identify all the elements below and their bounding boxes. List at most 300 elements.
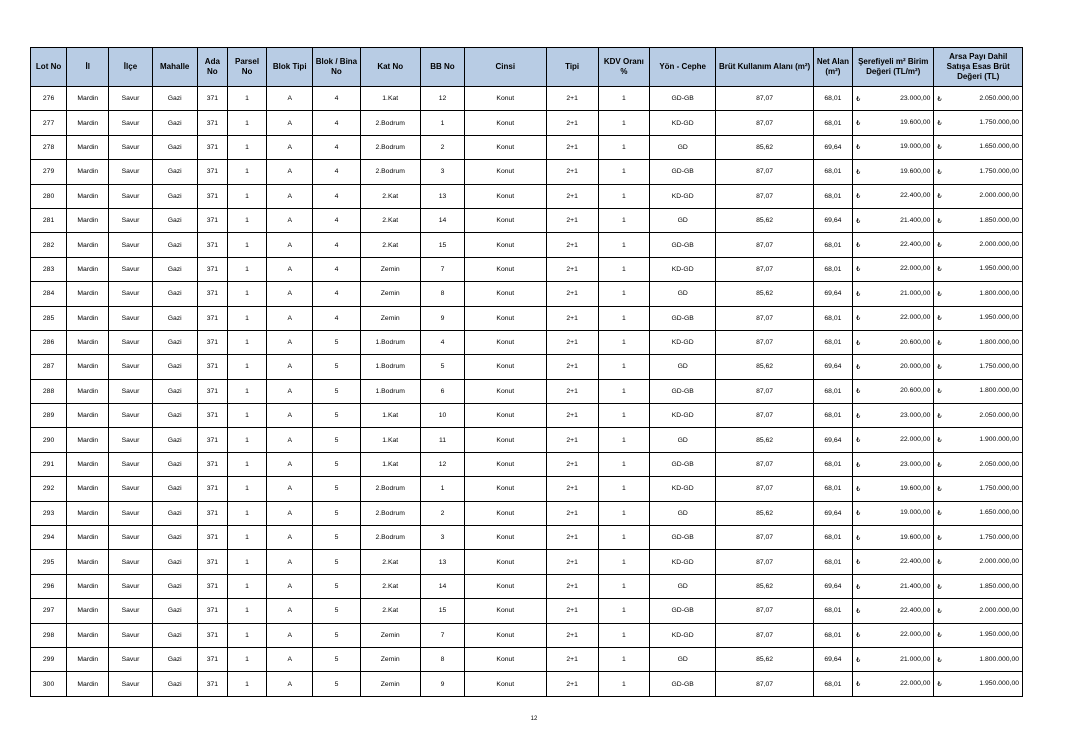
currency-symbol: ₺: [856, 168, 861, 176]
cell-arsa: [934, 306, 1023, 330]
cell-kdv: 1: [598, 111, 649, 135]
cell-brut: 87,07: [716, 672, 813, 696]
cell-value: 20.000,00: [900, 362, 931, 370]
cell-arsa: [934, 282, 1023, 306]
header-blok-tipi: Blok Tipi: [267, 48, 313, 87]
cell-cinsi: Konut: [465, 623, 546, 647]
cell-value: 22.000,00: [900, 631, 931, 639]
cell-serefiye: [853, 135, 934, 159]
cell-kat: 2.Kat: [360, 208, 420, 232]
table-row: [31, 599, 1023, 623]
cell-ilce: Savur: [109, 135, 152, 159]
cell-mahalle: Gazi: [152, 184, 197, 208]
cell-brut: 87,07: [716, 623, 813, 647]
cell-value: 19.600,00: [900, 484, 931, 492]
cell-cinsi: Konut: [465, 526, 546, 550]
cell-parsel: 1: [227, 501, 266, 525]
cell-value: 21.000,00: [900, 289, 931, 297]
cell-cinsi: Konut: [465, 574, 546, 598]
cell-arsa: [934, 623, 1023, 647]
table-row: [31, 233, 1023, 257]
cell-yon: GD: [650, 135, 716, 159]
cell-kat: Zemin: [360, 306, 420, 330]
cell-bb: 13: [420, 184, 464, 208]
cell-ada: 371: [197, 111, 227, 135]
cell-blok-tipi: A: [267, 501, 313, 525]
cell-parsel: 1: [227, 330, 266, 354]
cell-ilce: Savur: [109, 428, 152, 452]
header-net-alan: Net Alan (m²): [813, 48, 852, 87]
cell-value: 1.950.000,00: [979, 680, 1019, 688]
cell-arsa: [934, 330, 1023, 354]
cell-blok-no: 5: [313, 623, 360, 647]
cell-yon: KD-GD: [650, 623, 716, 647]
cell-blok-tipi: A: [267, 330, 313, 354]
cell-parsel: 1: [227, 477, 266, 501]
cell-value: 19.600,00: [900, 119, 931, 127]
cell-tipi: 2+1: [546, 428, 598, 452]
cell-kdv: 1: [598, 160, 649, 184]
cell-value: 2.000.000,00: [979, 558, 1019, 566]
cell-kat: 1.Bodrum: [360, 330, 420, 354]
cell-ada: 371: [197, 306, 227, 330]
cell-tipi: 2+1: [546, 550, 598, 574]
cell-parsel: 1: [227, 233, 266, 257]
cell-yon: GD-GB: [650, 233, 716, 257]
cell-kdv: 1: [598, 330, 649, 354]
cell-net: 69,64: [813, 428, 852, 452]
cell-ilce: Savur: [109, 379, 152, 403]
cell-blok-no: 4: [313, 111, 360, 135]
cell-parsel: 1: [227, 160, 266, 184]
cell-cinsi: Konut: [465, 379, 546, 403]
cell-blok-tipi: A: [267, 477, 313, 501]
cell-tipi: 2+1: [546, 111, 598, 135]
currency-symbol: ₺: [937, 534, 942, 542]
cell-lot: 300: [31, 672, 67, 696]
cell-tipi: 2+1: [546, 501, 598, 525]
cell-brut: 85,62: [716, 428, 813, 452]
cell-blok-tipi: A: [267, 428, 313, 452]
currency-symbol: ₺: [937, 437, 942, 445]
cell-yon: GD-GB: [650, 599, 716, 623]
cell-value: 2.050.000,00: [979, 460, 1019, 468]
cell-ada: 371: [197, 477, 227, 501]
cell-mahalle: Gazi: [152, 647, 197, 671]
cell-il: Mardin: [67, 599, 109, 623]
cell-brut: 87,07: [716, 160, 813, 184]
cell-bb: 12: [420, 87, 464, 111]
cell-kat: 2.Bodrum: [360, 111, 420, 135]
cell-kat: Zemin: [360, 647, 420, 671]
header-serefiye-birim-degeri: Şerefiyeli m² Birim Değeri (TL/m²): [853, 48, 934, 87]
cell-ada: 371: [197, 428, 227, 452]
cell-blok-no: 5: [313, 574, 360, 598]
cell-parsel: 1: [227, 379, 266, 403]
currency-symbol: ₺: [937, 632, 942, 640]
currency-symbol: ₺: [856, 217, 861, 225]
cell-yon: KD-GD: [650, 111, 716, 135]
cell-net: 68,01: [813, 623, 852, 647]
cell-yon: KD-GD: [650, 257, 716, 281]
table-row: [31, 160, 1023, 184]
cell-blok-tipi: A: [267, 208, 313, 232]
cell-blok-tipi: A: [267, 672, 313, 696]
cell-ada: 371: [197, 501, 227, 525]
cell-kdv: 1: [598, 184, 649, 208]
cell-blok-no: 5: [313, 404, 360, 428]
cell-mahalle: Gazi: [152, 282, 197, 306]
cell-tipi: 2+1: [546, 257, 598, 281]
cell-value: 1.900.000,00: [979, 436, 1019, 444]
cell-kat: 2.Bodrum: [360, 135, 420, 159]
cell-blok-no: 4: [313, 306, 360, 330]
cell-tipi: 2+1: [546, 379, 598, 403]
cell-arsa: [934, 160, 1023, 184]
cell-brut: 87,07: [716, 477, 813, 501]
cell-lot: 283: [31, 257, 67, 281]
cell-kat: Zemin: [360, 623, 420, 647]
cell-kdv: 1: [598, 501, 649, 525]
cell-value: 1.800.000,00: [979, 289, 1019, 297]
page-number: 12: [530, 716, 538, 722]
cell-value: 23.000,00: [900, 94, 931, 102]
cell-bb: 7: [420, 257, 464, 281]
cell-net: 69,64: [813, 135, 852, 159]
cell-ilce: Savur: [109, 477, 152, 501]
cell-ada: 371: [197, 135, 227, 159]
cell-kat: Zemin: [360, 257, 420, 281]
cell-value: 1.850.000,00: [979, 216, 1019, 224]
currency-symbol: ₺: [937, 485, 942, 493]
table-row: [31, 477, 1023, 501]
currency-symbol: ₺: [937, 242, 942, 250]
header-ilce: İlçe: [109, 48, 152, 87]
cell-kdv: 1: [598, 428, 649, 452]
cell-bb: 12: [420, 452, 464, 476]
cell-ilce: Savur: [109, 452, 152, 476]
cell-tipi: 2+1: [546, 404, 598, 428]
cell-kdv: 1: [598, 355, 649, 379]
cell-net: 68,01: [813, 306, 852, 330]
cell-il: Mardin: [67, 330, 109, 354]
currency-symbol: ₺: [856, 534, 861, 542]
cell-parsel: 1: [227, 623, 266, 647]
cell-blok-no: 5: [313, 428, 360, 452]
cell-net: 69,64: [813, 647, 852, 671]
cell-yon: GD-GB: [650, 160, 716, 184]
cell-lot: 278: [31, 135, 67, 159]
currency-symbol: ₺: [937, 461, 942, 469]
cell-lot: 289: [31, 404, 67, 428]
cell-serefiye: [853, 623, 934, 647]
cell-net: 68,01: [813, 160, 852, 184]
cell-blok-no: 4: [313, 208, 360, 232]
cell-il: Mardin: [67, 257, 109, 281]
cell-value: 2.050.000,00: [979, 94, 1019, 102]
cell-arsa: [934, 428, 1023, 452]
currency-symbol: ₺: [856, 437, 861, 445]
cell-arsa: [934, 477, 1023, 501]
cell-ada: 371: [197, 526, 227, 550]
cell-tipi: 2+1: [546, 526, 598, 550]
cell-mahalle: Gazi: [152, 526, 197, 550]
cell-arsa: [934, 647, 1023, 671]
cell-cinsi: Konut: [465, 672, 546, 696]
cell-mahalle: Gazi: [152, 379, 197, 403]
cell-lot: 281: [31, 208, 67, 232]
currency-symbol: ₺: [856, 510, 861, 518]
cell-value: 19.600,00: [900, 167, 931, 175]
cell-brut: 87,07: [716, 87, 813, 111]
table-row: [31, 208, 1023, 232]
cell-blok-no: 4: [313, 233, 360, 257]
cell-serefiye: [853, 282, 934, 306]
cell-mahalle: Gazi: [152, 404, 197, 428]
currency-symbol: ₺: [856, 461, 861, 469]
cell-kat: 2.Bodrum: [360, 501, 420, 525]
cell-lot: 285: [31, 306, 67, 330]
cell-ilce: Savur: [109, 257, 152, 281]
header-bb-no: BB No: [420, 48, 464, 87]
cell-arsa: [934, 208, 1023, 232]
cell-value: 1.800.000,00: [979, 338, 1019, 346]
cell-net: 68,01: [813, 672, 852, 696]
table-row: [31, 111, 1023, 135]
cell-blok-tipi: A: [267, 452, 313, 476]
cell-serefiye: [853, 599, 934, 623]
currency-symbol: ₺: [856, 242, 861, 250]
cell-tipi: 2+1: [546, 184, 598, 208]
cell-lot: 284: [31, 282, 67, 306]
cell-parsel: 1: [227, 257, 266, 281]
cell-tipi: 2+1: [546, 208, 598, 232]
cell-arsa: [934, 550, 1023, 574]
currency-symbol: ₺: [856, 363, 861, 371]
cell-serefiye: [853, 574, 934, 598]
currency-symbol: ₺: [937, 217, 942, 225]
cell-net: 69,64: [813, 574, 852, 598]
cell-yon: KD-GD: [650, 404, 716, 428]
cell-net: 69,64: [813, 501, 852, 525]
cell-ilce: Savur: [109, 501, 152, 525]
cell-ilce: Savur: [109, 550, 152, 574]
currency-symbol: ₺: [937, 583, 942, 591]
cell-tipi: 2+1: [546, 599, 598, 623]
cell-parsel: 1: [227, 647, 266, 671]
cell-il: Mardin: [67, 355, 109, 379]
cell-brut: 87,07: [716, 404, 813, 428]
cell-ilce: Savur: [109, 111, 152, 135]
cell-lot: 296: [31, 574, 67, 598]
cell-bb: 1: [420, 111, 464, 135]
currency-symbol: ₺: [937, 412, 942, 420]
cell-ada: 371: [197, 257, 227, 281]
cell-il: Mardin: [67, 550, 109, 574]
cell-ilce: Savur: [109, 184, 152, 208]
cell-net: 68,01: [813, 404, 852, 428]
cell-value: 1.650.000,00: [979, 509, 1019, 517]
cell-parsel: 1: [227, 87, 266, 111]
cell-cinsi: Konut: [465, 428, 546, 452]
cell-blok-tipi: A: [267, 379, 313, 403]
cell-tipi: 2+1: [546, 647, 598, 671]
cell-lot: 280: [31, 184, 67, 208]
cell-ada: 371: [197, 672, 227, 696]
cell-ada: 371: [197, 233, 227, 257]
cell-il: Mardin: [67, 404, 109, 428]
cell-serefiye: [853, 233, 934, 257]
cell-parsel: 1: [227, 135, 266, 159]
cell-brut: 87,07: [716, 330, 813, 354]
cell-net: 68,01: [813, 477, 852, 501]
cell-serefiye: [853, 184, 934, 208]
cell-serefiye: [853, 428, 934, 452]
cell-lot: 291: [31, 452, 67, 476]
cell-blok-tipi: A: [267, 599, 313, 623]
cell-il: Mardin: [67, 647, 109, 671]
cell-lot: 276: [31, 87, 67, 111]
header-mahalle: Mahalle: [152, 48, 197, 87]
table-row: [31, 87, 1023, 111]
cell-ada: 371: [197, 355, 227, 379]
cell-il: Mardin: [67, 526, 109, 550]
cell-serefiye: [853, 355, 934, 379]
cell-kat: 1.Kat: [360, 452, 420, 476]
cell-yon: KD-GD: [650, 184, 716, 208]
cell-value: 22.400,00: [900, 192, 931, 200]
cell-lot: 293: [31, 501, 67, 525]
cell-ada: 371: [197, 452, 227, 476]
cell-blok-tipi: A: [267, 647, 313, 671]
currency-symbol: ₺: [856, 681, 861, 689]
cell-parsel: 1: [227, 404, 266, 428]
cell-ilce: Savur: [109, 599, 152, 623]
cell-cinsi: Konut: [465, 257, 546, 281]
table-row: [31, 184, 1023, 208]
cell-blok-no: 5: [313, 526, 360, 550]
cell-net: 68,01: [813, 111, 852, 135]
cell-arsa: [934, 672, 1023, 696]
cell-arsa: [934, 404, 1023, 428]
currency-symbol: ₺: [937, 95, 942, 103]
table-row: [31, 623, 1023, 647]
cell-bb: 13: [420, 550, 464, 574]
header-brut-alan: Brüt Kullanım Alanı (m²): [716, 48, 813, 87]
cell-kdv: 1: [598, 87, 649, 111]
cell-value: 23.000,00: [900, 411, 931, 419]
cell-blok-tipi: A: [267, 550, 313, 574]
cell-cinsi: Konut: [465, 550, 546, 574]
cell-yon: GD-GB: [650, 306, 716, 330]
cell-tipi: 2+1: [546, 574, 598, 598]
cell-arsa: [934, 599, 1023, 623]
cell-il: Mardin: [67, 477, 109, 501]
cell-tipi: 2+1: [546, 135, 598, 159]
cell-mahalle: Gazi: [152, 501, 197, 525]
cell-serefiye: [853, 111, 934, 135]
cell-ada: 371: [197, 379, 227, 403]
cell-net: 68,01: [813, 233, 852, 257]
cell-net: 68,01: [813, 87, 852, 111]
cell-il: Mardin: [67, 111, 109, 135]
header-kdv-orani: KDV Oranı %: [598, 48, 649, 87]
cell-arsa: [934, 184, 1023, 208]
cell-serefiye: [853, 330, 934, 354]
cell-bb: 3: [420, 160, 464, 184]
cell-kat: 2.Kat: [360, 233, 420, 257]
cell-net: 68,01: [813, 452, 852, 476]
cell-ilce: Savur: [109, 647, 152, 671]
cell-kat: 1.Kat: [360, 87, 420, 111]
cell-value: 22.400,00: [900, 558, 931, 566]
currency-symbol: ₺: [856, 144, 861, 152]
cell-cinsi: Konut: [465, 477, 546, 501]
table-row: [31, 672, 1023, 696]
cell-value: 21.400,00: [900, 582, 931, 590]
cell-kat: Zemin: [360, 282, 420, 306]
table-row: [31, 501, 1023, 525]
cell-value: 22.000,00: [900, 265, 931, 273]
header-blok-no: Blok / Bina No: [313, 48, 360, 87]
currency-symbol: ₺: [937, 388, 942, 396]
cell-blok-no: 4: [313, 184, 360, 208]
cell-blok-tipi: A: [267, 306, 313, 330]
cell-brut: 87,07: [716, 526, 813, 550]
cell-mahalle: Gazi: [152, 574, 197, 598]
cell-ilce: Savur: [109, 87, 152, 111]
cell-tipi: 2+1: [546, 355, 598, 379]
cell-cinsi: Konut: [465, 599, 546, 623]
currency-symbol: ₺: [937, 510, 942, 518]
cell-kdv: 1: [598, 208, 649, 232]
cell-blok-no: 4: [313, 257, 360, 281]
header-il: İl: [67, 48, 109, 87]
cell-ilce: Savur: [109, 404, 152, 428]
header-row: [31, 48, 1023, 87]
cell-parsel: 1: [227, 550, 266, 574]
cell-mahalle: Gazi: [152, 233, 197, 257]
cell-cinsi: Konut: [465, 282, 546, 306]
cell-il: Mardin: [67, 87, 109, 111]
cell-value: 22.000,00: [900, 436, 931, 444]
cell-cinsi: Konut: [465, 452, 546, 476]
cell-arsa: [934, 574, 1023, 598]
cell-il: Mardin: [67, 135, 109, 159]
cell-kdv: 1: [598, 599, 649, 623]
cell-value: 20.600,00: [900, 338, 931, 346]
cell-ada: 371: [197, 282, 227, 306]
cell-lot: 279: [31, 160, 67, 184]
cell-mahalle: Gazi: [152, 160, 197, 184]
cell-parsel: 1: [227, 306, 266, 330]
cell-bb: 4: [420, 330, 464, 354]
cell-cinsi: Konut: [465, 306, 546, 330]
cell-lot: 299: [31, 647, 67, 671]
cell-kdv: 1: [598, 306, 649, 330]
cell-brut: 87,07: [716, 306, 813, 330]
cell-brut: 87,07: [716, 379, 813, 403]
cell-ada: 371: [197, 647, 227, 671]
cell-mahalle: Gazi: [152, 306, 197, 330]
cell-blok-no: 5: [313, 672, 360, 696]
cell-tipi: 2+1: [546, 160, 598, 184]
cell-mahalle: Gazi: [152, 672, 197, 696]
cell-ada: 371: [197, 184, 227, 208]
cell-blok-tipi: A: [267, 526, 313, 550]
cell-brut: 87,07: [716, 599, 813, 623]
cell-mahalle: Gazi: [152, 330, 197, 354]
